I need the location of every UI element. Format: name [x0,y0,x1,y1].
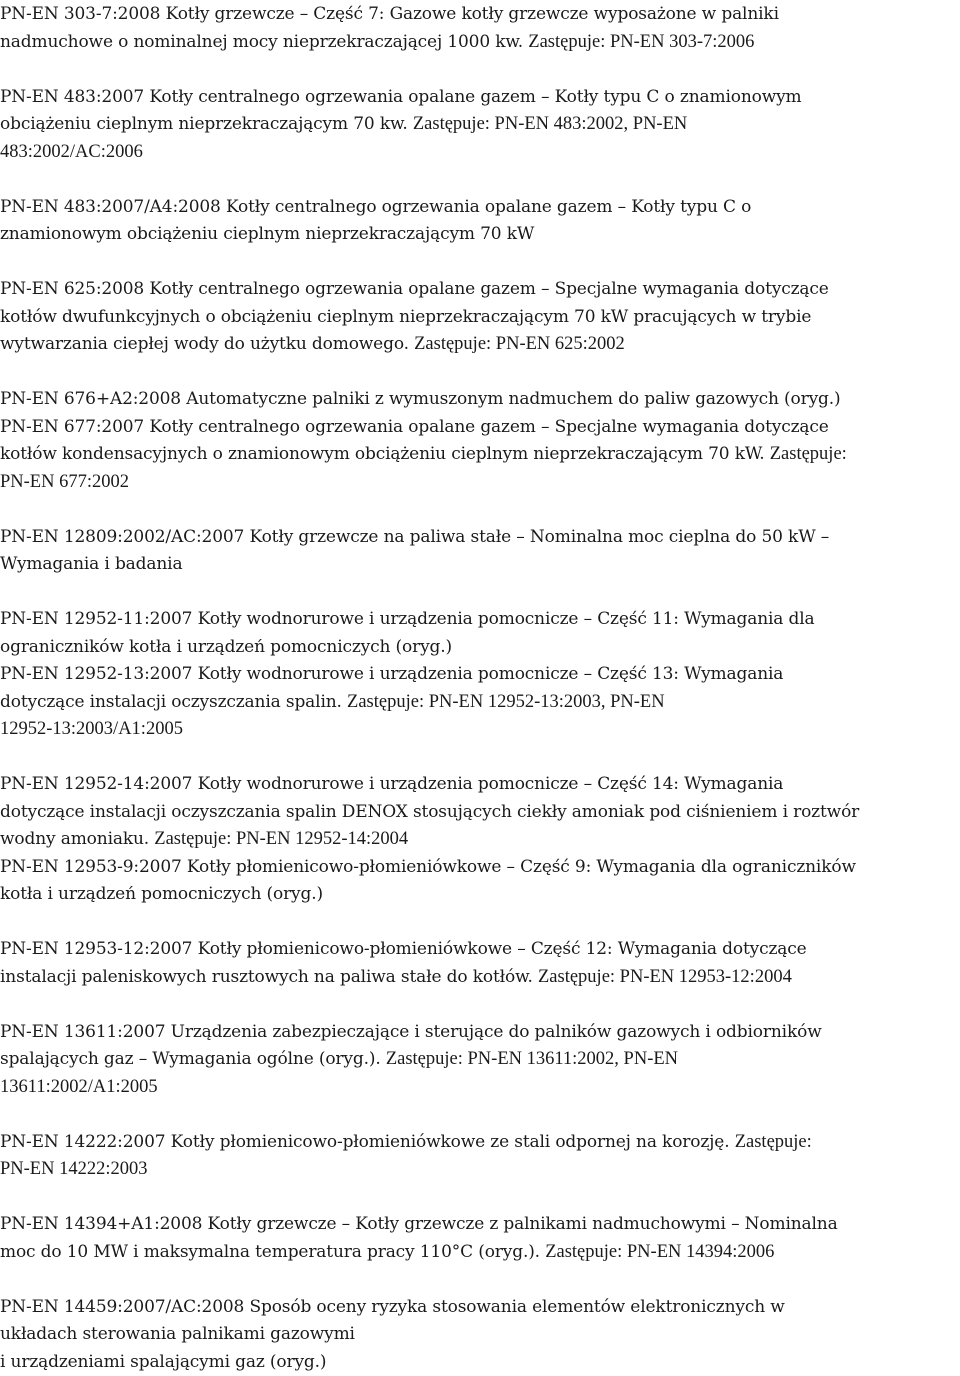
entry-line [0,1,960,29]
entry-text: PN-EN 625:2008 Kotły centralnego ogrzewania opalane gazem – Specjalne wymagania dotyczące [0,279,829,299]
entry-text: kotła i urządzeń pomocniczych (oryg.) [0,884,323,904]
entry-line [0,1239,960,1267]
entry-text: i urządzeniami spalającymi gaz (oryg.) [0,1352,326,1372]
entry-text: kotłów dwufunkcyjnych o obciążeniu cieplnym nieprzekraczającym 70 kW pracujących w trybie [0,307,811,327]
standard-entry-pn-en-12953-9-2007 [0,854,960,909]
entry-line [0,826,960,854]
entry-line [0,524,960,552]
entry-line [0,1211,960,1239]
entry-text: PN-EN 483:2007/A4:2008 Kotły centralnego ogrzewania opalane gazem – Kotły typu C o [0,197,751,217]
entry-line [0,799,960,827]
entry-line [0,221,960,249]
replaces-note: 483:2002/AC:2006 [0,142,143,162]
entry-text: kotłów kondensacyjnych o znamionowym obciążeniu cieplnym nieprzekraczającym 70 kW. [0,444,770,464]
entry-text: dotyczące instalacji oczyszczania spalin DENOX stosujących ciekły amoniak pod ciśnieniem i roztwór [0,802,859,822]
entry-text: PN-EN 12953-9:2007 Kotły płomienicowo-płomieniówkowe – Część 9: Wymagania dla ograniczników [0,857,856,877]
entry-text: PN-EN 14222:2007 Kotły płomienicowo-płomieniówkowe ze stali odpornej na korozję. [0,1132,735,1152]
entry-line [0,331,960,359]
replaces-note: Zastępuje: PN-EN 13611:2002, PN-EN [386,1049,678,1069]
entry-text: PN-EN 13611:2007 Urządzenia zabezpieczające i sterujące do palników gazowych i odbiorników [0,1022,822,1042]
entry-text: PN-EN 677:2007 Kotły centralnego ogrzewania opalane gazem – Specjalne wymagania dotyczące [0,417,829,437]
standard-entry-pn-en-12952-13-2007 [0,661,960,744]
replaces-note: Zastępuje: PN-EN 14394:2006 [545,1242,774,1262]
entry-line [0,689,960,717]
standard-entry-pn-en-12952-14-2007 [0,771,960,854]
entry-text: wodny amoniaku. [0,829,154,849]
entry-line [0,771,960,799]
entry-text: instalacji paleniskowych rusztowych na paliwa stałe do kotłów. [0,967,538,987]
standard-entry-pn-en-14459-2007-ac-2008 [0,1294,960,1376]
entry-line [0,1294,960,1322]
entry-text: nadmuchowe o nominalnej mocy nieprzekraczającej 1000 kw. [0,32,528,52]
entry-text: wytwarzania ciepłej wody do użytku domowego. [0,334,414,354]
entry-line [0,469,960,497]
entry-text: PN-EN 12809:2002/AC:2007 Kotły grzewcze na paliwa stałe – Nominalna moc cieplna do 50 kW – [0,527,829,547]
entry-line [0,716,960,744]
replaces-note: Zastępuje: PN-EN 12952-13:2003, PN-EN [347,692,665,712]
standard-entry-pn-en-625-2008 [0,276,960,359]
entry-line [0,881,960,909]
entry-line [0,194,960,222]
entry-line [0,606,960,634]
entry-line [0,1074,960,1102]
entry-line [0,414,960,442]
entry-text: PN-EN 14394+A1:2008 Kotły grzewcze – Kotły grzewcze z palnikami nadmuchowymi – Nominalna [0,1214,838,1234]
standard-entry-pn-en-483-2007-a4-2008 [0,194,960,249]
entry-text: PN-EN 12953-12:2007 Kotły płomienicowo-płomieniówkowe – Część 12: Wymagania dotyczące [0,939,807,959]
entry-line [0,304,960,332]
entry-line [0,139,960,167]
replaces-note: Zastępuje: [735,1132,812,1152]
replaces-note: Zastępuje: PN-EN 625:2002 [414,334,625,354]
entry-text: PN-EN 14459:2007/AC:2008 Sposób oceny ryzyka stosowania elementów elektronicznych w [0,1297,785,1317]
replaces-note: 13611:2002/A1:2005 [0,1077,158,1097]
entry-line [0,111,960,139]
entry-text: PN-EN 303-7:2008 Kotły grzewcze – Część 7: Gazowe kotły grzewcze wyposażone w palniki [0,4,779,24]
replaces-note: Zastępuje: PN-EN 303-7:2006 [528,32,754,52]
replaces-note: Zastępuje: PN-EN 12953-12:2004 [538,967,792,987]
entry-text: moc do 10 MW i maksymalna temperatura pracy 110°C (oryg.). [0,1242,545,1262]
entry-line [0,441,960,469]
entry-text: dotyczące instalacji oczyszczania spalin. [0,692,347,712]
entry-line [0,1129,960,1157]
entry-line [0,1156,960,1184]
standard-entry-pn-en-12952-11-2007 [0,606,960,661]
replaces-note: 12952-13:2003/A1:2005 [0,719,183,739]
standard-entry-pn-en-12953-12-2007 [0,936,960,991]
entry-line [0,29,960,57]
entry-line [0,1046,960,1074]
entry-line [0,1349,960,1376]
replaces-note: Zastępuje: PN-EN 12952-14:2004 [154,829,408,849]
standard-entry-pn-en-14222-2007 [0,1129,960,1184]
replaces-note: PN-EN 14222:2003 [0,1159,148,1179]
replaces-note: PN-EN 677:2002 [0,472,129,492]
entry-line [0,854,960,882]
standard-entry-pn-en-483-2007 [0,84,960,167]
standard-entry-pn-en-13611-2007 [0,1019,960,1102]
entry-text: PN-EN 12952-13:2007 Kotły wodnorurowe i urządzenia pomocnicze – Część 13: Wymagania [0,664,783,684]
entry-text: znamionowym obciążeniu cieplnym nieprzekraczającym 70 kW [0,224,534,244]
replaces-note: Zastępuje: PN-EN 483:2002, PN-EN [413,114,687,134]
standard-entry-pn-en-12809-2002-ac-2007 [0,524,960,579]
entry-line [0,276,960,304]
entry-line [0,936,960,964]
entry-text: ograniczników kotła i urządzeń pomocniczych (oryg.) [0,637,452,657]
entry-line [0,634,960,662]
standard-entry-pn-en-677-2007 [0,414,960,497]
standard-entry-pn-en-14394-a1-2008 [0,1211,960,1266]
entry-text: Wymagania i badania [0,554,182,574]
entry-line [0,84,960,112]
entry-line [0,1019,960,1047]
entry-text: PN-EN 12952-11:2007 Kotły wodnorurowe i urządzenia pomocnicze – Część 11: Wymagania dla [0,609,815,629]
entry-text: PN-EN 12952-14:2007 Kotły wodnorurowe i urządzenia pomocnicze – Część 14: Wymagania [0,774,783,794]
standard-entry-pn-en-303-7-2008 [0,1,960,56]
entry-text: spalających gaz – Wymagania ogólne (oryg.). [0,1049,386,1069]
entry-line [0,1321,960,1349]
entry-text: PN-EN 483:2007 Kotły centralnego ogrzewania opalane gazem – Kotły typu C o znamionowym [0,87,802,107]
entry-line [0,661,960,689]
entry-text: układach sterowania palnikami gazowymi [0,1324,355,1344]
replaces-note: Zastępuje: [770,444,847,464]
entry-line [0,551,960,579]
standard-entry-pn-en-676-a2-2008 [0,386,960,414]
entry-line [0,964,960,992]
entry-text: obciążeniu cieplnym nieprzekraczającym 70 kw. [0,114,413,134]
entry-text: PN-EN 676+A2:2008 Automatyczne palniki z wymuszonym nadmuchem do paliw gazowych (oryg.) [0,389,841,409]
entry-line [0,386,960,414]
